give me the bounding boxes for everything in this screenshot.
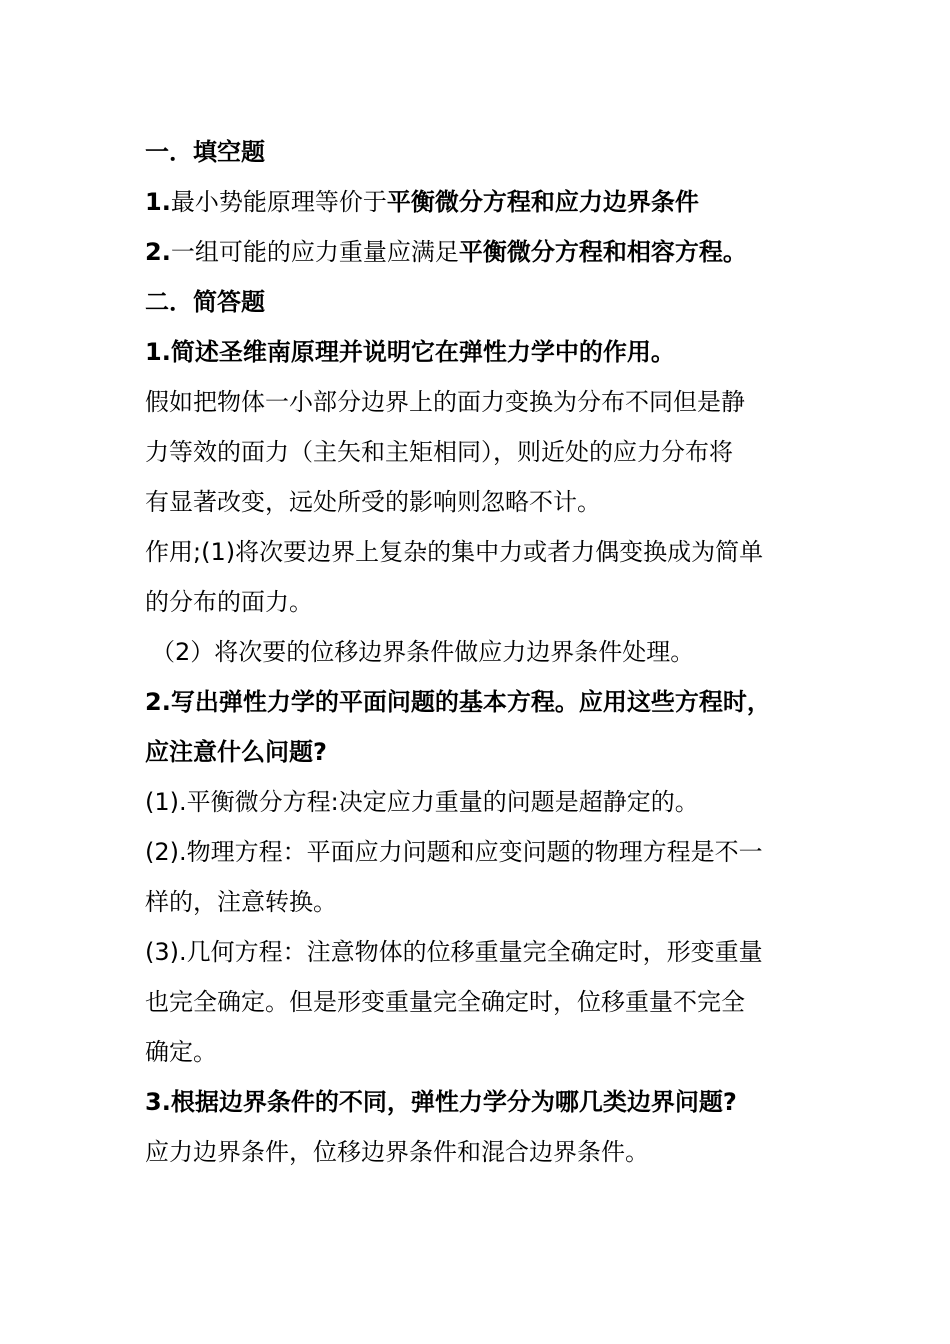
answer-line: 也完全确定。但是形变重量完全确定时，位移重量不完全 [145,988,745,1016]
answer-line: 的分布的面力。 [145,588,313,616]
answer-line: 样的，注意转换。 [145,888,337,916]
answer-line: 力等效的面力（主矢和主矩相同），则近处的应力分布将 [145,438,733,466]
question-answer: 平衡微分方程和应力边界条件 [386,188,699,216]
short-answer-question-1: 1.简述圣维南原理并说明它在弹性力学中的作用。 [145,338,675,366]
fill-in-question-2 [145,227,800,277]
question-answer: 平衡微分方程和相容方程。 [458,238,747,266]
question-number: 2. [145,238,171,266]
answer-line: 应力边界条件，位移边界条件和混合边界条件。 [145,1138,649,1166]
answer-line: 假如把物体一小部分边界上的面力变换为分布不同但是静 [145,388,745,416]
answer-line: （2）将次要的位移边界条件做应力边界条件处理。 [151,638,695,666]
question-text: 一组可能的应力重量应满足 [170,238,459,266]
answer-line: 确定。 [145,1038,217,1066]
answer-line: (2).物理方程：平面应力问题和应变问题的物理方程是不一 [145,838,763,866]
answer-line: 作用;(1)将次要边界上复杂的集中力或者力偶变换成为简单 [145,538,764,566]
section-heading-short-answer: 二．简答题 [145,288,265,316]
answer-line: (1).平衡微分方程:决定应力重量的问题是超静定的。 [145,788,699,816]
question-number: 1. [145,188,171,216]
question-text: 最小势能原理等价于 [170,188,387,216]
short-answer-question-3: 3.根据边界条件的不同，弹性力学分为哪几类边界问题? [145,1088,737,1116]
answer-line: (3).几何方程：注意物体的位移重量完全确定时，形变重量 [145,938,763,966]
section-heading-fill-in: 一．填空题 [145,138,265,166]
short-answer-question-2: 2.写出弹性力学的平面问题的基本方程。应用这些方程时， [145,688,771,716]
fill-in-question-1 [145,177,800,227]
answer-line: 有显著改变，远处所受的影响则忽略不计。 [145,488,601,516]
short-answer-question-2-cont: 应注意什么问题? [145,738,327,766]
